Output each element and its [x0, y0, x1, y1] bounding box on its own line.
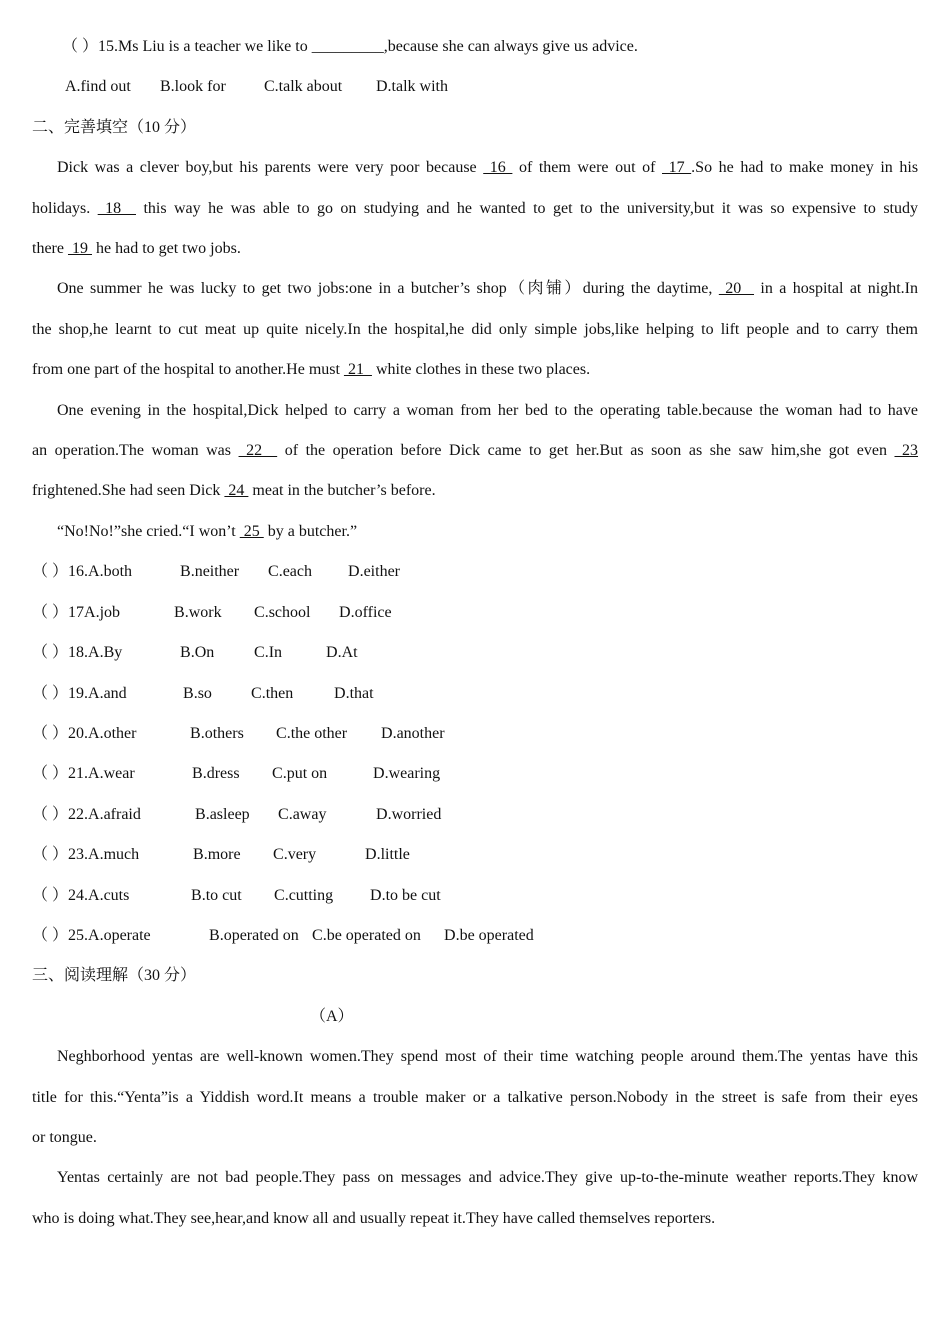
cloze-item-19 — [32, 674, 918, 714]
cloze-text: holidays. — [32, 199, 98, 217]
cloze-text: white clothes in these two places. — [371, 361, 591, 379]
blank-19: 19 — [67, 240, 92, 258]
cloze-p2-line-2: the shop,he learnt to cut meat up quite nicely.In the hospital,he did only simple jobs,like helping to lift people and to carry them — [32, 320, 918, 338]
item-number: （ ）17 — [32, 603, 85, 621]
option-b: B.to cut — [191, 886, 242, 904]
blank-24: 24 — [224, 482, 249, 500]
option-b: B.work — [174, 603, 222, 621]
q15-option-a: A.find out — [65, 78, 131, 96]
item-number: （ ）24. — [32, 886, 89, 904]
option-d: D.At — [326, 644, 358, 662]
q15-stem-start: （ ）15.Ms Liu is a teacher we like to — [62, 38, 312, 55]
cloze-item-21 — [32, 754, 918, 794]
cloze-text: by a butcher.” — [263, 522, 358, 540]
cloze-text: .So he had to make money in his — [691, 159, 919, 177]
q15-blank: _________ — [311, 38, 384, 55]
cloze-p1-line-3 — [32, 229, 918, 269]
reading-paragraph-1 — [32, 1037, 918, 1158]
option-c: C.be operated on — [312, 926, 421, 944]
blank-16: 16 — [483, 159, 513, 177]
option-c: C.school — [254, 603, 311, 621]
option-c: C.cutting — [274, 886, 334, 904]
option-d: D.be operated — [444, 926, 534, 944]
blank-20: 20 — [718, 280, 755, 298]
item-number: （ ）25. — [32, 926, 89, 944]
cloze-item-22 — [32, 795, 918, 835]
blank-21: 21 — [343, 361, 372, 379]
q15-stem — [32, 27, 918, 67]
option-d: D.little — [365, 846, 410, 864]
section3-title: 三、阅读理解（30 分） — [32, 967, 197, 985]
cloze-p3-line-3 — [32, 471, 918, 511]
exam-page — [32, 27, 918, 1239]
q15-options — [32, 67, 918, 107]
item-number: （ ）16. — [32, 563, 89, 581]
cloze-text: he had to get two jobs. — [91, 240, 241, 258]
blank-22: 22 — [238, 442, 278, 460]
option-b: B.neither — [180, 563, 240, 581]
reading-p1-line-2: title for this.“Yenta”is a Yiddish word.It means a trouble maker or a talkative person.Nobody in the street is safe from their eyes — [32, 1088, 918, 1106]
option-b: B.more — [193, 846, 241, 864]
cloze-text: of the operation before Dick came to get her.But as soon as she saw him,she got even — [277, 442, 895, 460]
item-number: （ ）22. — [32, 805, 89, 823]
option-b: B.dress — [192, 765, 240, 783]
q15-option-d: D.talk with — [376, 78, 448, 96]
option-a: A.cuts — [88, 886, 130, 904]
cloze-paragraph-4 — [32, 512, 918, 552]
option-d: D.to be cut — [370, 886, 441, 904]
option-a: A.much — [88, 846, 140, 864]
cloze-item-25 — [32, 916, 918, 956]
q15-option-b: B.look for — [160, 78, 226, 96]
item-number: （ ）18. — [32, 644, 89, 662]
option-d: D.either — [348, 563, 400, 581]
option-b: B.On — [180, 644, 215, 662]
cloze-item-18 — [32, 633, 918, 673]
cloze-paragraph-1 — [32, 148, 918, 269]
option-c: C.the other — [276, 724, 348, 742]
cloze-text: of them were out of — [512, 159, 663, 177]
reading-paragraph-2 — [32, 1158, 918, 1239]
option-a: A.operate — [88, 926, 151, 944]
cloze-text: One summer he was lucky to get two jobs:one in a butcher’s shop（肉铺）during the daytime, — [57, 280, 719, 298]
cloze-text: meat in the butcher’s before. — [248, 482, 436, 500]
item-number: （ ）19. — [32, 684, 89, 702]
cloze-paragraph-3 — [32, 391, 918, 512]
passage-label: （A） — [310, 1007, 354, 1025]
item-number: （ ）20. — [32, 724, 89, 742]
cloze-item-23 — [32, 835, 918, 875]
blank-18: 18 — [97, 199, 136, 217]
option-d: D.worried — [376, 805, 442, 823]
cloze-text: this way he was able to go on studying and he wanted to get to the university,but it was so expensive to study — [136, 199, 919, 217]
option-c: C.away — [278, 805, 327, 823]
reading-p1-line-3: or tongue. — [32, 1128, 97, 1146]
option-a: A.job — [84, 603, 121, 621]
cloze-p2-line-3 — [32, 350, 918, 390]
item-number: （ ）21. — [32, 765, 89, 783]
cloze-p3-line-1: One evening in the hospital,Dick helped to carry a woman from her bed to the operating table.because the woman had to have — [57, 401, 918, 419]
reading-p2-line-2: who is doing what.They see,hear,and know all and usually repeat it.They have called themselves reporters. — [32, 1209, 716, 1227]
cloze-text: in a hospital at night.In — [754, 280, 918, 298]
option-a: A.afraid — [88, 805, 141, 823]
cloze-paragraph-2 — [32, 269, 918, 390]
cloze-text: from one part of the hospital to another.He must — [32, 361, 344, 379]
blank-17: 17 — [662, 159, 692, 177]
cloze-text: an operation.The woman was — [32, 442, 239, 460]
q15-stem-end: ,because she can always give us advice. — [383, 38, 638, 55]
option-a: A.By — [88, 644, 123, 662]
option-c: C.each — [268, 563, 312, 581]
cloze-text: “No!No!”she cried.“I won’t — [57, 522, 240, 540]
cloze-p2-line-1 — [32, 269, 918, 309]
option-a: A.both — [88, 563, 133, 581]
option-a: A.other — [88, 724, 137, 742]
cloze-text: frightened.She had seen Dick — [32, 482, 225, 500]
section2-title: 二、完善填空（10 分） — [32, 118, 197, 136]
cloze-text: there — [32, 240, 68, 258]
option-c: C.put on — [272, 765, 328, 783]
option-c: C.very — [273, 846, 317, 864]
cloze-item-17 — [32, 593, 918, 633]
option-b: B.operated on — [209, 926, 299, 944]
item-number: （ ）23. — [32, 846, 89, 864]
cloze-text: Dick was a clever boy,but his parents were very poor because — [57, 159, 484, 177]
option-b: B.others — [190, 724, 244, 742]
option-c: C.In — [254, 644, 283, 662]
blank-23: 23 — [894, 442, 919, 460]
option-a: A.wear — [88, 765, 135, 783]
option-d: D.another — [381, 724, 445, 742]
option-a: A.and — [88, 684, 127, 702]
cloze-item-16 — [32, 552, 918, 592]
reading-p2-line-1: Yentas certainly are not bad people.They pass on messages and advice.They give up-to-the-minute weather reports.They know — [57, 1169, 918, 1187]
cloze-p1-line-2 — [32, 189, 918, 229]
option-c: C.then — [251, 684, 294, 702]
cloze-item-24 — [32, 876, 918, 916]
option-d: D.wearing — [373, 765, 441, 783]
cloze-item-20 — [32, 714, 918, 754]
option-d: D.office — [339, 603, 392, 621]
option-b: B.so — [183, 684, 212, 702]
reading-p1-line-1: Neghborhood yentas are well-known women.They spend most of their time watching people around them.The yentas have this — [57, 1048, 918, 1066]
option-d: D.that — [334, 684, 374, 702]
cloze-options-list — [32, 552, 918, 956]
cloze-p1-line-1 — [32, 148, 918, 188]
q15-option-c: C.talk about — [264, 78, 343, 96]
cloze-p3-line-2 — [32, 431, 918, 471]
option-b: B.asleep — [195, 805, 250, 823]
blank-25: 25 — [239, 522, 264, 540]
